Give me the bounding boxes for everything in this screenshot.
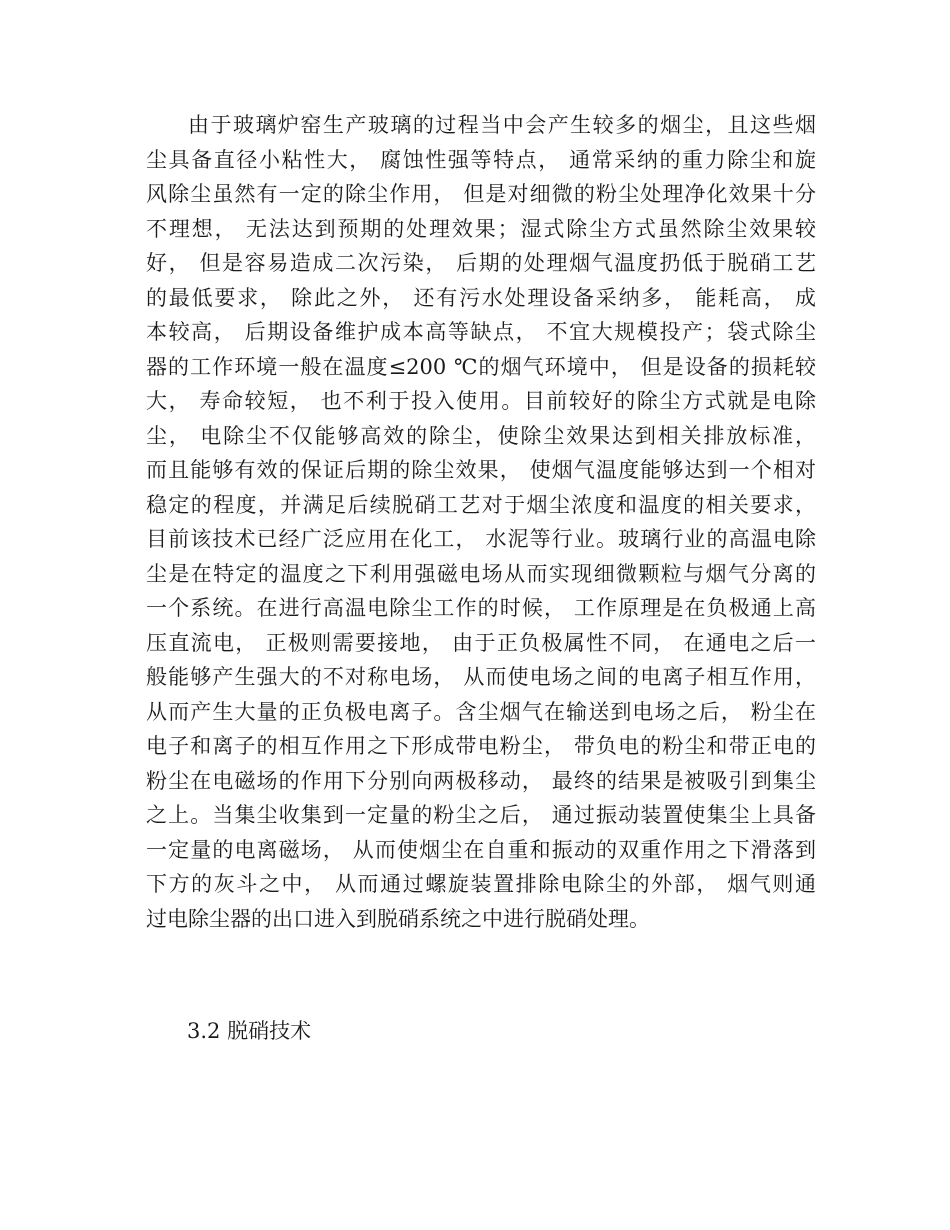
paragraph-line: 一定量的电离磁场， 从而使烟尘在自重和振动的双重作用之下滑落到 (146, 837, 816, 862)
paragraph-line: 尘， 电除尘不仅能够高效的除尘，使除尘效果达到相关排放标准， (146, 423, 816, 448)
paragraph-line: 一个系统。在进行高温电除尘工作的时候， 工作原理是在负极通上高 (146, 596, 816, 620)
paragraph-line: 风除尘虽然有一定的除尘作用， 但是对细微的粉尘处理净化效果十分 (146, 182, 816, 206)
paragraph-line: 由于玻璃炉窑生产玻璃的过程当中会产生较多的烟尘，且这些烟 (188, 113, 816, 137)
paragraph-line: 粉尘在电磁场的作用下分别向两极移动， 最终的结果是被吸引到集尘 (146, 768, 816, 793)
paragraph-line: 压直流电， 正极则需要接地， 由于正负极属性不同， 在通电之后一 (146, 630, 816, 655)
section-heading: 3.2 脱硝技术 (187, 1019, 312, 1043)
paragraph-line: 稳定的程度，并满足后续脱硝工艺对于烟尘浓度和温度的相关要求， (146, 492, 816, 517)
paragraph-line: 而且能够有效的保证后期的除尘效果， 使烟气温度能够达到一个相对 (146, 458, 816, 482)
paragraph-line: 下方的灰斗之中， 从而通过螺旋装置排除电除尘的外部， 烟气则通 (146, 872, 816, 896)
paragraph-line: 从而产生大量的正负极电离子。含尘烟气在输送到电场之后， 粉尘在 (146, 699, 816, 724)
paragraph-line: 之上。当集尘收集到一定量的粉尘之后， 通过振动装置使集尘上具备 (146, 803, 816, 827)
paragraph-line: 本较高， 后期设备维护成本高等缺点， 不宜大规模投产；袋式除尘 (146, 320, 816, 344)
paragraph-line: 的最低要求， 除此之外， 还有污水处理设备采纳多， 能耗高， 成 (146, 285, 816, 310)
body-paragraph (146, 108, 816, 936)
paragraph-line: 过电除尘器的出口进入到脱硝系统之中进行脱硝处理。 (146, 906, 650, 931)
paragraph-line: 般能够产生强大的不对称电场， 从而使电场之间的电离子相互作用， (146, 665, 816, 689)
paragraph-line: 大， 寿命较短， 也不利于投入使用。目前较好的除尘方式就是电除 (146, 389, 816, 413)
paragraph-line: 器的工作环境一般在温度≤200 ℃的烟气环境中， 但是设备的损耗较 (146, 354, 816, 379)
paragraph-line: 好， 但是容易造成二次污染， 后期的处理烟气温度扔低于脱硝工艺 (146, 251, 816, 275)
paragraph-line: 尘具备直径小粘性大， 腐蚀性强等特点， 通常采纳的重力除尘和旋 (146, 147, 816, 172)
paragraph-line: 电子和离子的相互作用之下形成带电粉尘， 带负电的粉尘和带正电的 (146, 734, 816, 758)
paragraph-line: 尘是在特定的温度之下利用强磁电场从而实现细微颗粒与烟气分离的 (146, 561, 816, 586)
paragraph-line: 目前该技术已经广泛应用在化工， 水泥等行业。玻璃行业的高温电除 (146, 527, 816, 551)
paragraph-line: 不理想， 无法达到预期的处理效果；湿式除尘方式虽然除尘效果较 (146, 216, 816, 241)
